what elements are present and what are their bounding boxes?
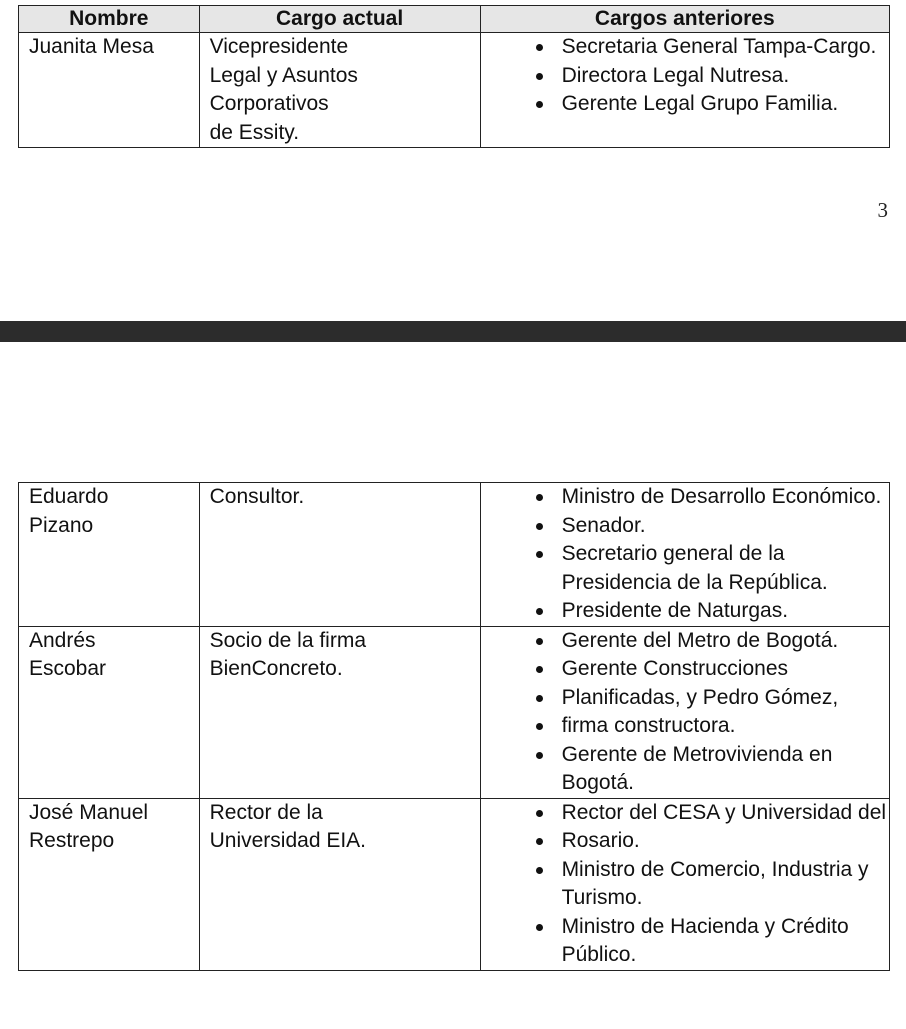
current-position <box>199 798 480 970</box>
list-item: Gerente de Metrovivienda en Bogotá. <box>491 741 889 798</box>
table-row <box>19 626 890 798</box>
current-position-line: Legal y Asuntos <box>209 63 358 87</box>
current-position-line: BienConcreto. <box>209 657 343 680</box>
person-name-line: Restrepo <box>29 829 115 852</box>
current-position-line: Consultor. <box>209 485 305 508</box>
current-position-line: de Essity. <box>209 120 300 144</box>
list-item: Ministro de Comercio, Industria y Turismo. <box>491 856 889 913</box>
previous-positions-list <box>491 799 889 970</box>
current-position-line: Socio de la firma <box>209 628 367 652</box>
list-item: Planificadas, y Pedro Gómez, <box>491 684 889 713</box>
person-name <box>19 626 200 798</box>
person-name-line: Andrés <box>29 628 96 652</box>
previous-positions-list <box>491 483 889 626</box>
previous-positions-list <box>491 33 889 119</box>
current-position <box>199 33 480 148</box>
list-item: Gerente Construcciones <box>491 655 889 684</box>
page-number: 3 <box>877 198 888 222</box>
person-name-line: Eduardo <box>29 485 109 508</box>
list-item: Secretario general de la Presidencia de la República. <box>491 540 889 597</box>
header-nombre: Nombre <box>19 6 200 33</box>
list-item: Rector del CESA y Universidad del <box>491 799 889 828</box>
list-item: Gerente del Metro de Bogotá. <box>491 627 889 656</box>
previous-positions <box>480 483 889 627</box>
list-item: Directora Legal Nutresa. <box>491 62 889 91</box>
list-item: Gerente Legal Grupo Familia. <box>491 90 889 119</box>
table-row <box>19 483 890 627</box>
list-item: Rosario. <box>491 827 889 856</box>
current-position <box>199 626 480 798</box>
previous-positions <box>480 798 889 970</box>
previous-positions-list <box>491 627 889 798</box>
current-position-line: Corporativos <box>209 92 329 115</box>
table-header-row <box>19 6 890 33</box>
list-item: Presidente de Naturgas. <box>491 597 889 626</box>
list-item: firma constructora. <box>491 712 889 741</box>
person-name <box>19 483 200 627</box>
person-name-line: Pizano <box>29 513 94 537</box>
current-position <box>199 483 480 627</box>
person-name <box>19 798 200 970</box>
list-item: Senador. <box>491 512 889 541</box>
table-row <box>19 33 890 148</box>
person-name: Juanita Mesa <box>19 33 200 148</box>
current-position-line: Vicepresidente <box>209 35 349 58</box>
officers-table-bottom <box>18 482 890 971</box>
previous-positions <box>480 33 889 148</box>
list-item: Ministro de Desarrollo Económico. <box>491 483 889 512</box>
list-item: Secretaria General Tampa-Cargo. <box>491 33 889 62</box>
header-cargo-actual: Cargo actual <box>199 6 480 33</box>
page-separator <box>0 321 906 342</box>
officers-table-top <box>18 5 890 148</box>
list-item: Ministro de Hacienda y Crédito Público. <box>491 913 889 970</box>
person-name-line: Escobar <box>29 657 107 680</box>
previous-positions <box>480 626 889 798</box>
current-position-line: Universidad EIA. <box>209 829 367 852</box>
person-name-line: José Manuel <box>29 800 149 824</box>
table-row <box>19 798 890 970</box>
current-position-line: Rector de la <box>209 800 323 824</box>
header-cargos-anteriores: Cargos anteriores <box>480 6 889 33</box>
